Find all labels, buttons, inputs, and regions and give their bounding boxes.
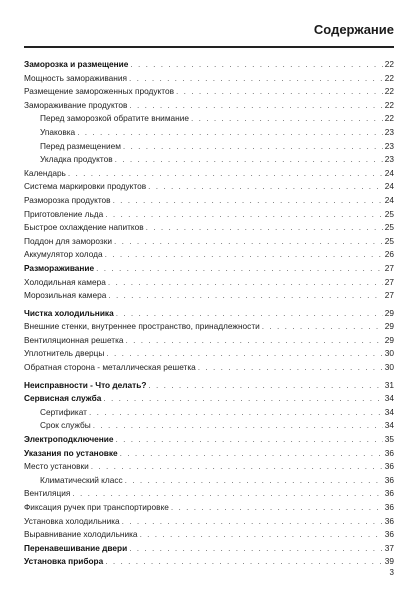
toc-entry-page: 22 bbox=[384, 72, 394, 83]
toc-dot-leader bbox=[72, 487, 382, 501]
toc-entry[interactable] bbox=[24, 460, 394, 474]
toc-entry-page: 25 bbox=[384, 222, 394, 233]
toc-entry-label: Упаковка bbox=[40, 126, 76, 137]
toc-entry[interactable] bbox=[24, 180, 394, 194]
toc-entry-page: 36 bbox=[384, 515, 394, 526]
toc-entry-label: Поддон для заморозки bbox=[24, 235, 113, 246]
toc-entry-label: Календарь bbox=[24, 167, 66, 178]
toc-dot-leader bbox=[198, 361, 383, 375]
toc-entry[interactable] bbox=[24, 72, 394, 86]
toc-entry-page: 36 bbox=[384, 474, 394, 485]
toc-entry[interactable] bbox=[24, 58, 394, 72]
toc-dot-leader bbox=[108, 276, 383, 290]
toc-dot-leader bbox=[77, 126, 383, 140]
toc-dot-leader bbox=[120, 447, 383, 461]
toc-entry[interactable] bbox=[24, 474, 394, 488]
toc-dot-leader bbox=[191, 112, 383, 126]
toc-entry-page: 22 bbox=[384, 59, 394, 69]
toc-dot-leader bbox=[113, 194, 383, 208]
toc-dot-leader bbox=[129, 542, 383, 556]
toc-entry-page: 36 bbox=[384, 447, 394, 458]
toc-entry-page: 36 bbox=[384, 502, 394, 512]
toc-entry-page: 36 bbox=[384, 488, 394, 499]
toc-entry-page: 27 bbox=[384, 262, 394, 273]
table-of-contents bbox=[24, 58, 394, 569]
toc-entry[interactable] bbox=[24, 320, 394, 334]
toc-entry-label: Перенавешивание двери bbox=[24, 542, 128, 553]
toc-entry-label: Установка прибора bbox=[24, 556, 104, 567]
toc-entry-label: Место установки bbox=[24, 461, 89, 472]
toc-dot-leader bbox=[116, 433, 383, 447]
toc-entry-label: Морозильная камера bbox=[24, 290, 107, 301]
toc-entry-label: Укладка продуктов bbox=[40, 154, 113, 165]
toc-dot-leader bbox=[108, 289, 382, 303]
toc-dot-leader bbox=[105, 208, 383, 222]
toc-entry-label: Климатический класс bbox=[40, 474, 123, 485]
toc-entry[interactable] bbox=[24, 153, 394, 167]
toc-entry[interactable] bbox=[24, 85, 394, 99]
toc-entry-page: 35 bbox=[384, 434, 394, 445]
toc-entry-label: Сервисная служба bbox=[24, 393, 102, 404]
toc-dot-leader bbox=[146, 221, 383, 235]
toc-dot-leader bbox=[262, 320, 383, 334]
toc-dot-leader bbox=[122, 515, 383, 529]
toc-entry-page: 34 bbox=[384, 406, 394, 417]
toc-dot-leader bbox=[140, 528, 383, 542]
toc-entry-page: 29 bbox=[384, 321, 394, 332]
toc-entry[interactable] bbox=[24, 194, 394, 208]
toc-entry-page: 26 bbox=[384, 249, 394, 260]
toc-entry[interactable] bbox=[24, 515, 394, 529]
toc-entry-page: 22 bbox=[384, 99, 394, 110]
toc-entry[interactable] bbox=[24, 334, 394, 348]
toc-dot-leader bbox=[89, 406, 383, 420]
toc-dot-leader bbox=[116, 307, 383, 321]
toc-entry-page: 23 bbox=[384, 140, 394, 151]
toc-entry-page: 27 bbox=[384, 276, 394, 287]
toc-entry-page: 36 bbox=[384, 529, 394, 540]
toc-entry-label: Уплотнитель дверцы bbox=[24, 348, 105, 359]
toc-entry-label: Фиксация ручек при транспортировке bbox=[24, 502, 169, 512]
toc-entry[interactable] bbox=[24, 140, 394, 154]
toc-entry-page: 24 bbox=[384, 167, 394, 178]
toc-entry[interactable] bbox=[24, 542, 394, 556]
toc-dot-leader bbox=[148, 180, 383, 194]
toc-entry[interactable] bbox=[24, 361, 394, 375]
toc-entry[interactable] bbox=[24, 433, 394, 447]
toc-dot-leader bbox=[68, 167, 383, 181]
page-number: 3 bbox=[389, 568, 394, 577]
toc-dot-leader bbox=[106, 347, 382, 361]
toc-dot-leader bbox=[129, 72, 383, 86]
toc-entry-page: 22 bbox=[384, 86, 394, 97]
toc-dot-leader bbox=[126, 334, 383, 348]
toc-entry-page: 30 bbox=[384, 362, 394, 373]
toc-dot-leader bbox=[125, 474, 383, 488]
toc-entry[interactable] bbox=[24, 447, 394, 461]
toc-entry-page: 36 bbox=[384, 461, 394, 472]
toc-entry-page: 29 bbox=[384, 334, 394, 345]
toc-entry-label: Установка холодильника bbox=[24, 515, 120, 526]
toc-entry[interactable] bbox=[24, 289, 394, 303]
toc-dot-leader bbox=[123, 140, 383, 154]
toc-entry-page: 39 bbox=[384, 556, 394, 567]
toc-dot-leader bbox=[115, 153, 383, 167]
toc-entry-label: Вентиляционная решетка bbox=[24, 334, 124, 345]
toc-entry[interactable] bbox=[24, 487, 394, 501]
toc-dot-leader bbox=[105, 248, 383, 262]
toc-entry-label: Быстрое охлаждение напитков bbox=[24, 222, 144, 233]
toc-entry-label: Вентиляция bbox=[24, 488, 71, 499]
toc-entry-label: Замораживание продуктов bbox=[24, 99, 128, 110]
toc-entry-page: 22 bbox=[384, 113, 394, 124]
toc-entry-label: Размораживание bbox=[24, 262, 95, 273]
toc-entry[interactable] bbox=[24, 99, 394, 113]
toc-entry-page: 23 bbox=[384, 126, 394, 137]
toc-entry-label: Перед размещением bbox=[40, 140, 121, 151]
toc-dot-leader bbox=[171, 501, 383, 515]
toc-dot-leader bbox=[176, 85, 383, 99]
toc-entry-label: Выравнивание холодильника bbox=[24, 529, 138, 540]
toc-entry-label: Мощность замораживания bbox=[24, 72, 128, 83]
toc-entry-label: Приготовление льда bbox=[24, 208, 104, 219]
toc-entry[interactable] bbox=[24, 262, 394, 276]
toc-entry-label: Указания по установке bbox=[24, 447, 118, 458]
toc-entry-page: 34 bbox=[384, 420, 394, 431]
toc-entry-label: Заморозка и размещение bbox=[24, 59, 129, 69]
toc-dot-leader bbox=[148, 379, 382, 393]
toc-entry[interactable] bbox=[24, 208, 394, 222]
toc-entry[interactable] bbox=[24, 406, 394, 420]
toc-entry[interactable] bbox=[24, 419, 394, 433]
toc-entry[interactable] bbox=[24, 379, 394, 393]
toc-entry-label: Внешние стенки, внутреннее пространство, принадлежности bbox=[24, 321, 260, 332]
toc-entry-label: Неисправности - Что делать? bbox=[24, 379, 147, 390]
toc-entry[interactable] bbox=[24, 167, 394, 181]
toc-entry-label: Размещение замороженных продуктов bbox=[24, 86, 174, 97]
toc-entry-page: 25 bbox=[384, 208, 394, 219]
toc-entry-page: 34 bbox=[384, 393, 394, 404]
toc-entry-label: Срок службы bbox=[40, 420, 91, 431]
toc-entry[interactable] bbox=[24, 221, 394, 235]
toc-dot-leader bbox=[103, 392, 382, 406]
toc-entry-label: Электроподключение bbox=[24, 434, 114, 445]
toc-entry-label: Чистка холодильника bbox=[24, 307, 114, 318]
toc-entry[interactable] bbox=[24, 392, 394, 406]
toc-entry-label: Холодильная камера bbox=[24, 276, 106, 287]
toc-entry-label: Аккумулятор холода bbox=[24, 249, 103, 260]
toc-entry[interactable] bbox=[24, 347, 394, 361]
toc-dot-leader bbox=[114, 235, 383, 249]
toc-entry-page: 24 bbox=[384, 181, 394, 192]
toc-entry[interactable] bbox=[24, 501, 394, 515]
toc-entry-label: Перед заморозкой обратите внимание bbox=[40, 113, 189, 124]
toc-entry[interactable] bbox=[24, 276, 394, 290]
toc-entry-label: Обратная сторона - металлическая решетка bbox=[24, 362, 196, 373]
toc-dot-leader bbox=[93, 419, 383, 433]
toc-entry-page: 25 bbox=[384, 235, 394, 246]
toc-entry-page: 30 bbox=[384, 348, 394, 359]
page-title: Содержание bbox=[313, 22, 394, 37]
toc-entry[interactable] bbox=[24, 235, 394, 249]
header-divider bbox=[24, 46, 394, 48]
toc-entry[interactable] bbox=[24, 528, 394, 542]
toc-entry-page: 23 bbox=[384, 154, 394, 165]
toc-entry[interactable] bbox=[24, 112, 394, 126]
toc-dot-leader bbox=[91, 460, 383, 474]
toc-entry-page: 37 bbox=[384, 542, 394, 553]
toc-dot-leader bbox=[130, 58, 382, 72]
toc-entry-page: 24 bbox=[384, 194, 394, 205]
toc-entry[interactable] bbox=[24, 126, 394, 140]
toc-entry-page: 27 bbox=[384, 290, 394, 301]
toc-entry[interactable] bbox=[24, 555, 394, 569]
toc-entry-page: 29 bbox=[384, 307, 394, 318]
toc-entry[interactable] bbox=[24, 307, 394, 321]
toc-entry-label: Сертификат bbox=[40, 406, 87, 417]
toc-dot-leader bbox=[96, 262, 383, 276]
toc-entry[interactable] bbox=[24, 248, 394, 262]
toc-dot-leader bbox=[129, 99, 382, 113]
toc-dot-leader bbox=[105, 555, 383, 569]
toc-entry-label: Разморозка продуктов bbox=[24, 194, 111, 205]
toc-entry-page: 31 bbox=[384, 379, 394, 390]
toc-entry-label: Система маркировки продуктов bbox=[24, 181, 147, 192]
